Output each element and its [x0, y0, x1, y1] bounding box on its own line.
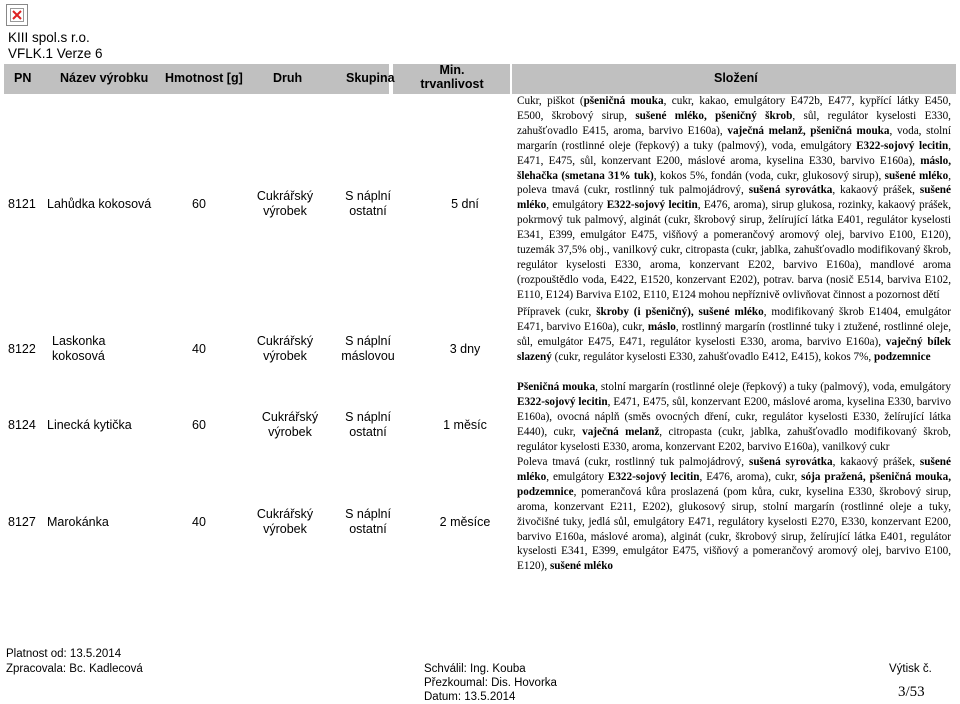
row-8122-weight: 40 — [192, 342, 206, 356]
footer-copy-number: Výtisk č. — [889, 663, 932, 675]
column-header-name: Název výrobku — [60, 71, 149, 85]
row-8124-composition: Pšeničná mouka, stolní margarín (rostlinné oleje (řepkový) a tuky (palmový), voda, emulgátory E322-sojový lecitin, E471, E475, sůl, konzervant E200, máslové aroma, kyselina E330, barvivo E160a), ovocná náplň (směs ovocných dření, cukr, regulátor kyselosti E330, želírující látka E440), cukr, vaječná melanž, citropasta (cukr, jablka, zahušťovadlo modifikovaný škrob, regulátor kyselosti E330, aroma, konzervant E202, barvivo E160a), vanilkový cukr — [517, 381, 951, 453]
row-8124-group-line1: S náplní — [345, 410, 391, 424]
row-8121-type-line2: výrobek — [263, 204, 307, 218]
row-8127-shelf: 2 měsíce — [439, 515, 491, 529]
row-8122-group-line2: máslovou — [341, 349, 395, 363]
row-8122-group-line1: S náplní — [345, 334, 391, 348]
column-header-group: Skupina — [346, 71, 395, 85]
column-header-shelf-line2: trvanlivost — [420, 77, 484, 91]
row-8127-type-line2: výrobek — [263, 522, 307, 536]
row-8127-pn: 8127 — [8, 515, 36, 529]
row-8121-group-line2: ostatní — [349, 204, 387, 218]
document-version: VFLK.1 Verze 6 — [8, 46, 103, 61]
broken-image-icon — [6, 4, 28, 26]
row-8127-weight: 40 — [192, 515, 206, 529]
column-header-shelf-line1: Min. — [439, 63, 465, 77]
footer-reviewed-by: Přezkoumal: Dis. Hovorka — [424, 677, 557, 689]
column-header-type: Druh — [273, 71, 303, 85]
row-8124-type-line1: Cukrářský — [261, 410, 319, 424]
row-8127-composition: Poleva tmavá (cukr, rostlinný tuk palmojádrový, sušená syrovátka, kakaový prášek, sušené mléko, emulgátory E322-sojový lecitin, E476, aroma), cukr, sója pražená, pšeničná mouka, podzemnice, pomerančová kůra proslazená (pom kůra, cukr, kyselina E330, škrobový sirup, aroma, konzervant E211, E202), glukosový sirup, stolní margarín (rostlinné oleje a tuky, živočišné tuky, jedlá sůl, emulgátory E471, regulátory kyselosti E270, E330, konzervant E200, barvivo E160a, máslové aroma), alginát (cukr, škrobový sirup, želírující látka E401, regulátor kyselosti E341, E399, emulgátor E475, višňový a pomerančový aromový olej, barvivo E100, E120), sušené mléko — [517, 456, 951, 573]
column-header-composition: Složení — [714, 71, 758, 85]
row-8124-name: Linecká kytička — [47, 418, 132, 432]
row-8127-group-line1: S náplní — [345, 507, 391, 521]
row-8122-type-line1: Cukrářský — [256, 334, 314, 348]
row-8122-pn: 8122 — [8, 342, 36, 356]
row-8122-composition: Přípravek (cukr, škroby (i pšeničný), sušené mléko, modifikovaný škrob E1404, emulgátor E471, barvivo E160a), cukr, máslo, rostlinný margarín (rostlinné tuky i ztužené, rostlinné oleje, sůl, emulgátor E475, E471, regulátor kyselosti E330, aroma, barvivo E160a), vaječný bílek slazený (cukr, regulátor kyselosti E330, zahušťovadlo E412, E415), kokos 7%, podzemnice — [517, 306, 951, 363]
row-8121-weight: 60 — [192, 197, 206, 211]
row-8127-name: Marokánka — [47, 515, 109, 529]
company-name: KIII spol.s r.o. — [8, 30, 90, 45]
row-8121-group-line1: S náplní — [345, 189, 391, 203]
footer-approved-by: Schválil: Ing. Kouba — [424, 663, 526, 675]
page-number: 3/53 — [898, 684, 925, 700]
row-8121-shelf: 5 dní — [451, 197, 479, 211]
row-8124-weight: 60 — [192, 418, 206, 432]
column-header-pn: PN — [14, 71, 32, 85]
row-8121-composition: Cukr, piškot (pšeničná mouka, cukr, kakao, emulgátory E472b, E477, kypřící látky E450, E500, škrobový sirup, sušené mléko, pšeničný škrob, sůl, regulátor kyselosti E330, zahušťovadlo E415, aroma, barvivo E160a), vaječná melanž, pšeničná mouka, voda, stolní margarín (rostlinné oleje (řepkový) a tuky (palmový), voda, emulgátory E322-sojový lecitin, E471, E475, sůl, konzervant E200, máslové aroma, kyselina E330, barvivo E160a), máslo, šlehačka (smetana 31% tuk), kokos 5%, fondán (voda, cukr, glukosový sirup), sušené mléko, poleva tmavá (cukr, rostlinný tuk palmojádrový, sušená syrovátka, kakaový prášek, sušené mléko, emulgátory E322-sojový lecitin, E476, aroma), sirup glukosa, rozinky, kakaový prášek, pokrmový tuk palmový, alginát (cukr, škrobový sirup, želírující látka E401, regulátor kyselosti E341, E399, emulgátor E475, višňový a pomerančový aromový olej, barvivo E100, E120), tuzemák 37,5% obj., vanilkový cukr, citropasta (cukr, jablka, zahušťovadlo modifikovaný škrob, regulátor kyselosti E330, aroma, konzervant E202, barvivo E160a), mandlové aroma (rozpouštědlo voda, E422, E1520, konzervant E202), potrav. barva (nosič E514, barviva E102, E110, E124) Barviva E102, E110, E124 mohou nepříznivě ovlivňovat činnost a pozornost dětí — [517, 95, 952, 301]
footer-valid-from: Platnost od: 13.5.2014 — [6, 648, 122, 660]
row-8122-name-line1: Laskonka — [52, 334, 106, 348]
footer-prepared-by: Zpracovala: Bc. Kadlecová — [6, 663, 143, 675]
row-8122-shelf: 3 dny — [449, 342, 481, 356]
row-8122-type-line2: výrobek — [263, 349, 307, 363]
row-8121-type-line1: Cukrářský — [256, 189, 314, 203]
column-header-weight: Hmotnost [g] — [165, 71, 243, 85]
footer-date: Datum: 13.5.2014 — [424, 691, 516, 703]
row-8122-name-line2: kokosová — [52, 349, 105, 363]
row-8124-shelf: 1 měsíc — [443, 418, 487, 432]
row-8127-type-line1: Cukrářský — [256, 507, 314, 521]
row-8127-group-line2: ostatní — [349, 522, 387, 536]
row-8124-type-line2: výrobek — [268, 425, 312, 439]
row-8124-group-line2: ostatní — [349, 425, 387, 439]
row-8121-name: Lahůdka kokosová — [47, 197, 152, 211]
row-8124-pn: 8124 — [8, 418, 36, 432]
row-8121-pn: 8121 — [8, 197, 36, 211]
